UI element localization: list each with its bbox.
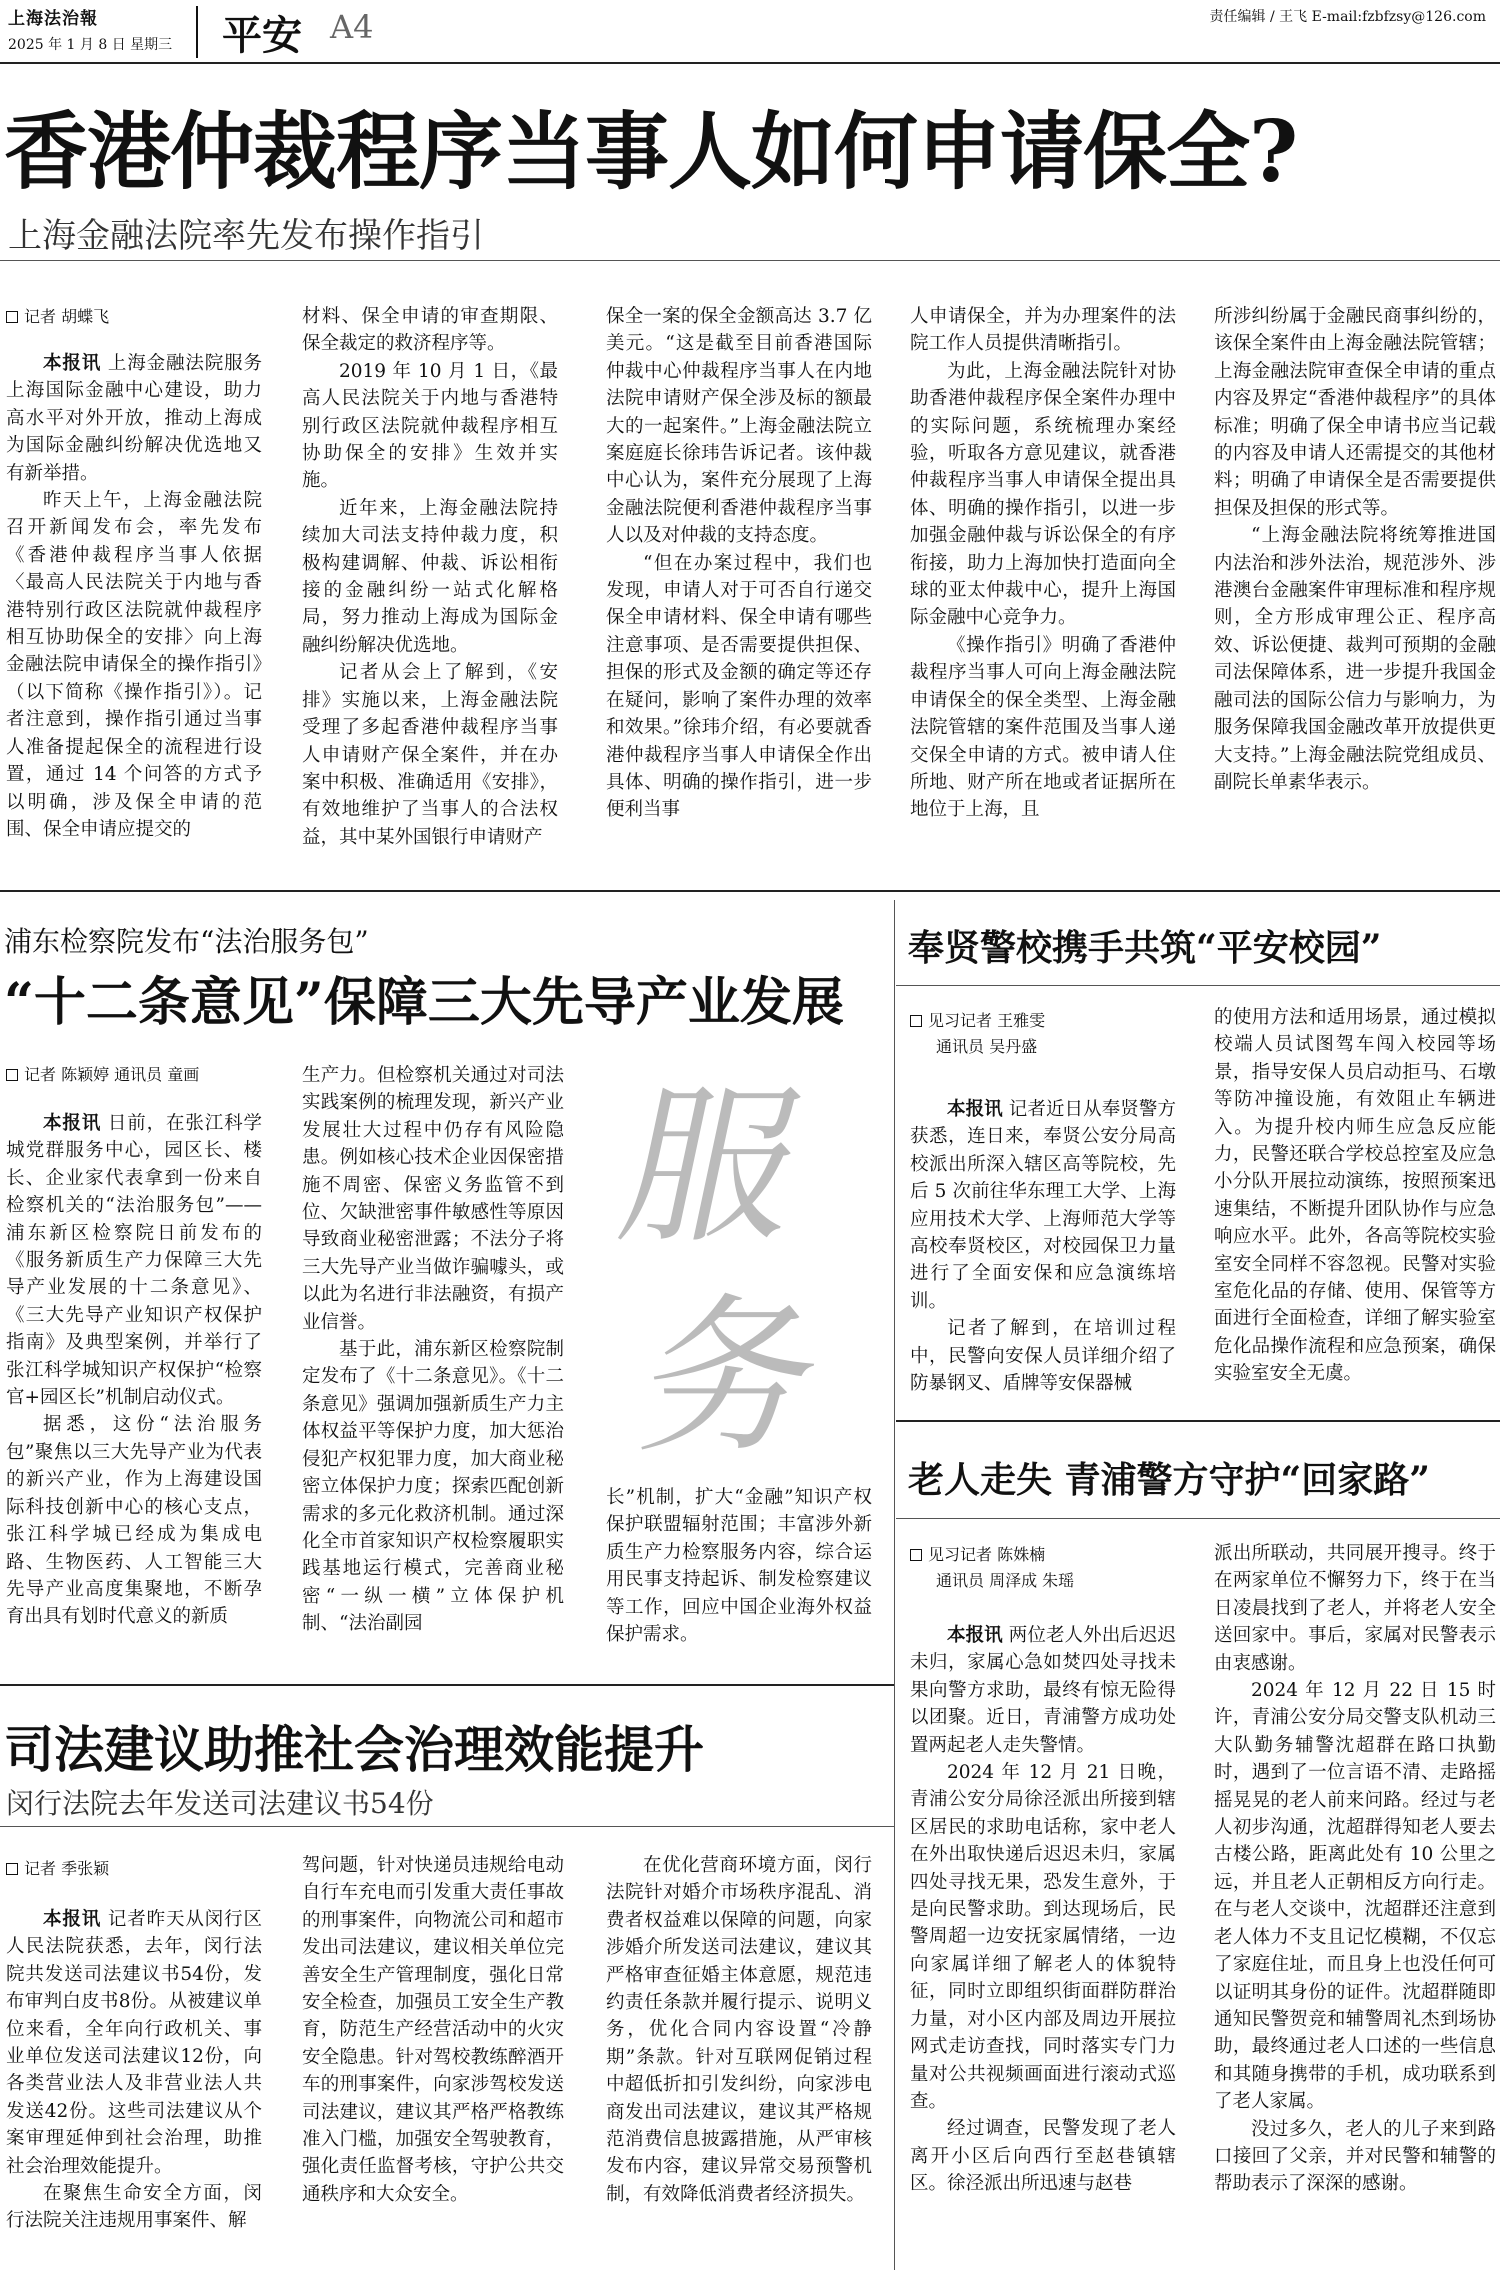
paragraph: 基于此，浦东新区检察院制定发布了《十二条意见》。《十二条意见》强调加强新质生产力主体权益平等保护力度，加大惩治侵犯产权犯罪力度，加大商业秘密立体保护力度；探索匹配创新需求的多元化救济机制。通过深化全市首家知识产权检察履职实践基地运行模式，完善商业秘密“一纵一横”立体保护机制、“法治副园 [302,1339,564,1635]
header-rule [0,62,1500,64]
article-column [302,1852,564,2246]
lead-tag: 本报讯 [947,1625,1003,1646]
editor-info: 责任编辑 / 王飞 E-mail:fzbfzsy@126.com [1209,9,1486,25]
paragraph: 上海金融法院服务上海国际金融中心建设，助力高水平对外开放，推动上海成为国际金融纠纷解决优选地又有新举措。 [6,353,262,484]
headline: 司法建议助推社会治理效能提升 [4,1720,704,1779]
paragraph: 2024 年 12 月 22 日 15 时许，青浦公安分局交警支队机动三大队勤务辅警沈超群在路口执勤时，遇到了一位言语不清、走路摇摇晃晃的老人前来问路。经过与老人初步沟通，沈超群得知老人要去古楼公路，距离此处有 10 公里之远，并且老人正朝相反方向行走。在与老人交谈中，沈超群还注意到老人体力不支且记忆模糊，不仅忘了家庭住址，而且身上也没任何可以证明其身份的证件。沈超群随即通知民警贺竞和辅警周礼杰到场协助，最终通过老人口述的一些信息和其随身携带的手机，成功联系到了老人家属。 [1214,1680,1496,2113]
article-column [1214,1540,1496,2246]
square-icon [6,1069,18,1081]
article-column [910,1096,1176,1406]
article-column [302,303,558,873]
byline-text: 记者 陈颖婷 通讯员 童画 [24,1065,200,1084]
square-icon [6,311,18,323]
paragraph: 保全一案的保全金额高达 3.7 亿美元。“这是截至目前香港国际仲裁中心仲裁程序当事人在内地法院申请财产保全涉及标的额最大的一起案件。”上海金融法院立案庭庭长徐玮告诉记者。该仲裁中心认为，案件充分展现了上海金融法院便利香港仲裁程序当事人以及对仲裁的支持态度。 [606,306,872,547]
paragraph: 材料、保全申请的审查期限、保全裁定的救济程序等。 [302,306,558,355]
paragraph: 记者昨天从闵行区人民法院获悉，去年，闵行法院共发送司法建议书54份，发布审判白皮书8份。从被建议单位来看，全年向行政机关、事业单位发送司法建议12份，向各类营业法人及非营业法人共发送42份。这些司法建议从个案审理延伸到社会治理，助推社会治理效能提升。 [6,1909,262,2177]
byline [910,1010,1045,1032]
byline-text: 记者 季张颖 [24,1859,110,1878]
article-column [606,303,872,873]
byline-secondary: 通讯员 周泽成 朱瑶 [936,1571,1075,1590]
paragraph: 记者了解到，在培训过程中，民警向安保人员详细介绍了防暴钢叉、盾牌等安保器械 [910,1318,1176,1395]
paragraph: 长”机制，扩大“金融”知识产权保护联盟辐射范围；丰富涉外新质生产力检察服务内容，综合运用民事支持起诉、制发检察建议等工作，回应中国企业海外权益保护需求。 [606,1487,872,1646]
paragraph: 生产力。但检察机关通过对司法实践案例的梳理发现，新兴产业发展壮大过程中仍存有风险隐患。例如核心技术企业因保密措施不周密、保密义务监管不到位、欠缺泄密事件敏感性等原因导致商业秘密泄露；不法分子将三大先导产业当做诈骗噱头，或以此为名进行非法融资，有损产业信誉。 [302,1065,564,1333]
divider [894,900,895,2270]
article-column [1214,1004,1496,1410]
header-divider [196,6,198,58]
square-icon [910,1015,922,1027]
paragraph: 昨天上午，上海金融法院召开新闻发布会，率先发布《香港仲裁程序当事人依据〈最高人民法院关于内地与香港特别行政区法院就仲裁程序相互协助保全的安排〉向上海金融法院申请保全的操作指引》（以下简称《操作指引》）。记者注意到，操作指引通过当事人准备提起保全的流程进行设置，通过 14 个问答的方式予以明确，涉及保全申请的范围、保全申请应提交的 [6,490,262,840]
headline-main: 香港仲裁程序当事人如何申请保全? [4,102,1298,201]
lead-tag: 本报讯 [43,1909,102,1930]
divider [0,1826,894,1827]
divider [0,260,1500,261]
publication-name: 上海法治報 [8,9,98,29]
headline-subtitle: 闵行法院去年发送司法建议书54份 [6,1787,434,1820]
divider [896,985,1500,986]
article-column [910,1622,1176,2246]
article-column [606,1852,872,2246]
square-icon [910,1549,922,1561]
watermark-char: 务 [625,1279,838,1477]
paragraph: 没过多久，老人的儿子来到路口接回了父亲，并对民警和辅警的帮助表示了深深的感谢。 [1214,2118,1496,2195]
page-number: A4 [330,8,374,46]
paragraph: 的使用方法和适用场景，通过模拟校端人员试图驾车闯入校园等场景，指导安保人员启动拒马、石墩等防冲撞设施，有效阻止车辆进入。为提升校内师生应急反应能力，民警还联合学校总控室及应急小分队开展拉动演练，按照预案迅速集结，不断提升团队协作与应急响应水平。此外，各高等院校实验室安全同样不容忽视。民警对实验室危化品的存储、使用、保管等方面进行全面检查，详细了解实验室危化品操作流程和应急预案，确保实验室安全无虞。 [1214,1007,1496,1385]
divider [0,890,1500,892]
lead-tag: 本报讯 [43,353,102,374]
article-column [910,303,1176,873]
headline-main-subtitle: 上海金融法院率先发布操作指引 [8,216,484,256]
watermark-char: 服 [605,1069,818,1267]
headline: “十二条意见”保障三大先导产业发展 [4,972,844,1033]
paragraph: 所涉纠纷属于金融民商事纠纷的，该保全案件由上海金融法院管辖；上海金融法院审查保全申请的重点内容及界定“香港仲裁程序”的具体标准；明确了保全申请书应当记载的内容及申请人还需提交的其他材料；明确了申请保全是否需要提供担保及担保的形式等。 [1214,306,1496,519]
paragraph: 为此，上海金融法院针对协助香港仲裁程序保全案件办理中的实际问题，系统梳理办案经验，听取各方意见建议，就香港仲裁程序当事人申请保全提出具体、明确的操作指引，以进一步加强金融仲裁与诉讼保全的有序衔接，助力上海加快打造面向全球的亚太仲裁中心，提升上海国际金融中心竞争力。 [910,360,1176,629]
paragraph: 两位老人外出后迟迟未归，家属心急如焚四处寻找未果向警方求助，最终有惊无险得以团聚。近日，青浦警方成功处置两起老人走失警情。 [910,1625,1176,1756]
paragraph: 驾问题，针对快递员违规给电动自行车充电而引发重大责任事故的刑事案件，向物流公司和超市发出司法建议，建议相关单位完善安全生产管理制度，强化日常安全检查，加强员工安全生产教育，防范生产经营活动中的火灾安全隐患。针对驾校教练醉酒开车的刑事案件，向家涉驾校发送司法建议，建议其严格严格教练准入门槛，加强安全驾驶教育，强化责任监督考核，守护公共交通秩序和大众安全。 [302,1855,564,2205]
paragraph: 2019 年 10 月 1 日，《最高人民法院关于内地与香港特别行政区法院就仲裁程序相互协助保全的安排》生效并实施。 [302,360,558,492]
issue-date: 2025 年 1 月 8 日 星期三 [8,37,173,53]
paragraph: 在聚焦生命安全方面，闵行法院关注违规用事案件、解 [6,2183,262,2232]
paragraph: 日前，在张江科学城党群服务中心，园区长、楼长、企业家代表拿到一份来自检察机关的“法治服务包”——浦东新区检察院日前发布的《服务新质生产力保障三大先导产业发展的十二条意见》、《三大先导产业知识产权保护指南》及典型案例，并举行了张江科学城知识产权保护“检察官+园区长”机制启动仪式。 [6,1113,262,1409]
article-column [302,1062,564,1662]
paragraph: 经过调查，民警发现了老人离开小区后向西行至赵巷镇辖区。徐泾派出所迅速与赵巷 [910,2118,1176,2195]
paragraph: 记者近日从奉贤警方获悉，连日来，奉贤公安分局高校派出所深入辖区高等院校，先后 5 次前往华东理工大学、上海应用技术大学、上海师范大学等高校奉贤校区，对校园保卫力量进行了全面安保和应急演练培训。 [910,1099,1176,1312]
article-column [1214,303,1496,873]
lead-tag: 本报讯 [43,1113,102,1134]
paragraph: 据悉，这份“法治服务包”聚焦以三大先导产业为代表的新兴产业，作为上海建设国际科技创新中心的核心支点，张江科学城已经成为集成电路、生物医药、人工智能三大先导产业高度集聚地，不断孕育出具有划时代意义的新质 [6,1414,262,1628]
byline-text: 见习记者 陈姝楠 [928,1545,1046,1564]
paragraph: 近年来，上海金融法院持续加大司法支持仲裁力度，积极构建调解、仲裁、诉讼相衔接的金融纠纷一站式化解格局，努力推动上海成为国际金融纠纷解决优选地。 [302,497,558,656]
paragraph: 在优化营商环境方面，闵行法院针对婚介市场秩序混乱、消费者权益难以保障的问题，向家涉婚介所发送司法建议，建议其严格审查征婚主体意愿，规范违约责任条款并履行提示、说明义务，优化合同内容设置“冷静期”条款。针对互联网促销过程中超低折扣引发纠纷，向家涉电商发出司法建议，建议其严格规范消费信息披露措施，从严审核发布内容，建议异常交易预警机制，有效降低消费者经济损失。 [606,1855,872,2205]
paragraph: 2024 年 12 月 21 日晚，青浦公安分局徐泾派出所接到辖区居民的求助电话称，家中老人在外出取快递后迟迟未归，家属四处寻找无果，恐发生意外，于是向民警求助。到达现场后，民警周超一边安抚家属情绪，一边向家属详细了解老人的体貌特征，同时立即组织街面群防群治力量，对小区内部及周边开展拉网式走访查找，同时落实专门力量对公共视频画面进行滚动式巡查。 [910,1762,1176,2112]
article-column [6,350,262,870]
divider [896,1518,1500,1519]
lead-tag: 本报讯 [947,1099,1003,1120]
byline-text: 见习记者 王雅雯 [928,1011,1046,1030]
byline-secondary: 通讯员 吴丹盛 [936,1037,1038,1056]
byline [6,1064,199,1086]
paragraph: 记者从会上了解到，《安排》实施以来，上海金融法院受理了多起香港仲裁程序当事人申请财产保全案件，并在办案中积极、准确适用《安排》，有效地维护了当事人的合法权益，其中某外国银行申请财产 [302,662,558,848]
byline [6,1858,109,1880]
byline [910,1544,1045,1566]
divider [896,1420,1500,1422]
square-icon [6,1863,18,1875]
byline [6,306,109,328]
byline-text: 记者 胡蝶飞 [24,307,110,326]
section-name: 平安 [222,12,302,59]
article-column [6,1110,262,1658]
paragraph: 《操作指引》明确了香港仲裁程序当事人可向上海金融法院申请保全的保全类型、上海金融法院管辖的案件范围及当事人递交保全申请的方式。被申请人住所地、财产所在地或者证据所在地位于上海，且 [910,634,1176,821]
divider [0,1684,894,1686]
headline: 奉贤警校携手共筑“平安校园” [908,927,1382,969]
paragraph: 人申请保全，并为办理案件的法院工作人员提供清晰指引。 [910,306,1176,355]
paragraph: “上海金融法院将统筹推进国内法治和涉外法治，规范涉外、涉港澳台金融案件审理标准和程序规则，全方形成审理公正、程序高效、诉讼便捷、裁判可预期的金融司法保障体系，进一步提升我国金融司法的国际公信力与影响力，为服务保障我国金融改革开放提供更大支持。”上海金融法院党组成员、副院长单素华表示。 [1214,525,1496,793]
article-column [606,1484,872,1664]
headline: 老人走失 青浦警方守护“回家路” [908,1459,1430,1501]
article-kicker: 浦东检察院发布“法治服务包” [4,925,369,958]
watermark [605,1040,840,1477]
paragraph: “但在办案过程中，我们也发现，申请人对于可否自行递交保全申请材料、保全申请有哪些注意事项、是否需要提供担保、担保的形式及金额的确定等还存在疑问，影响了案件办理的效率和效果。”徐玮介绍，有必要就香港仲裁程序当事人申请保全作出具体、明确的操作指引，进一步便利当事 [606,552,872,821]
article-column [6,1906,262,2246]
paragraph: 派出所联动，共同展开搜寻。终于在两家单位不懈努力下，终于在当日凌晨找到了老人，并将老人安全送回家中。事后，家属对民警表示由衷感谢。 [1214,1543,1496,1674]
